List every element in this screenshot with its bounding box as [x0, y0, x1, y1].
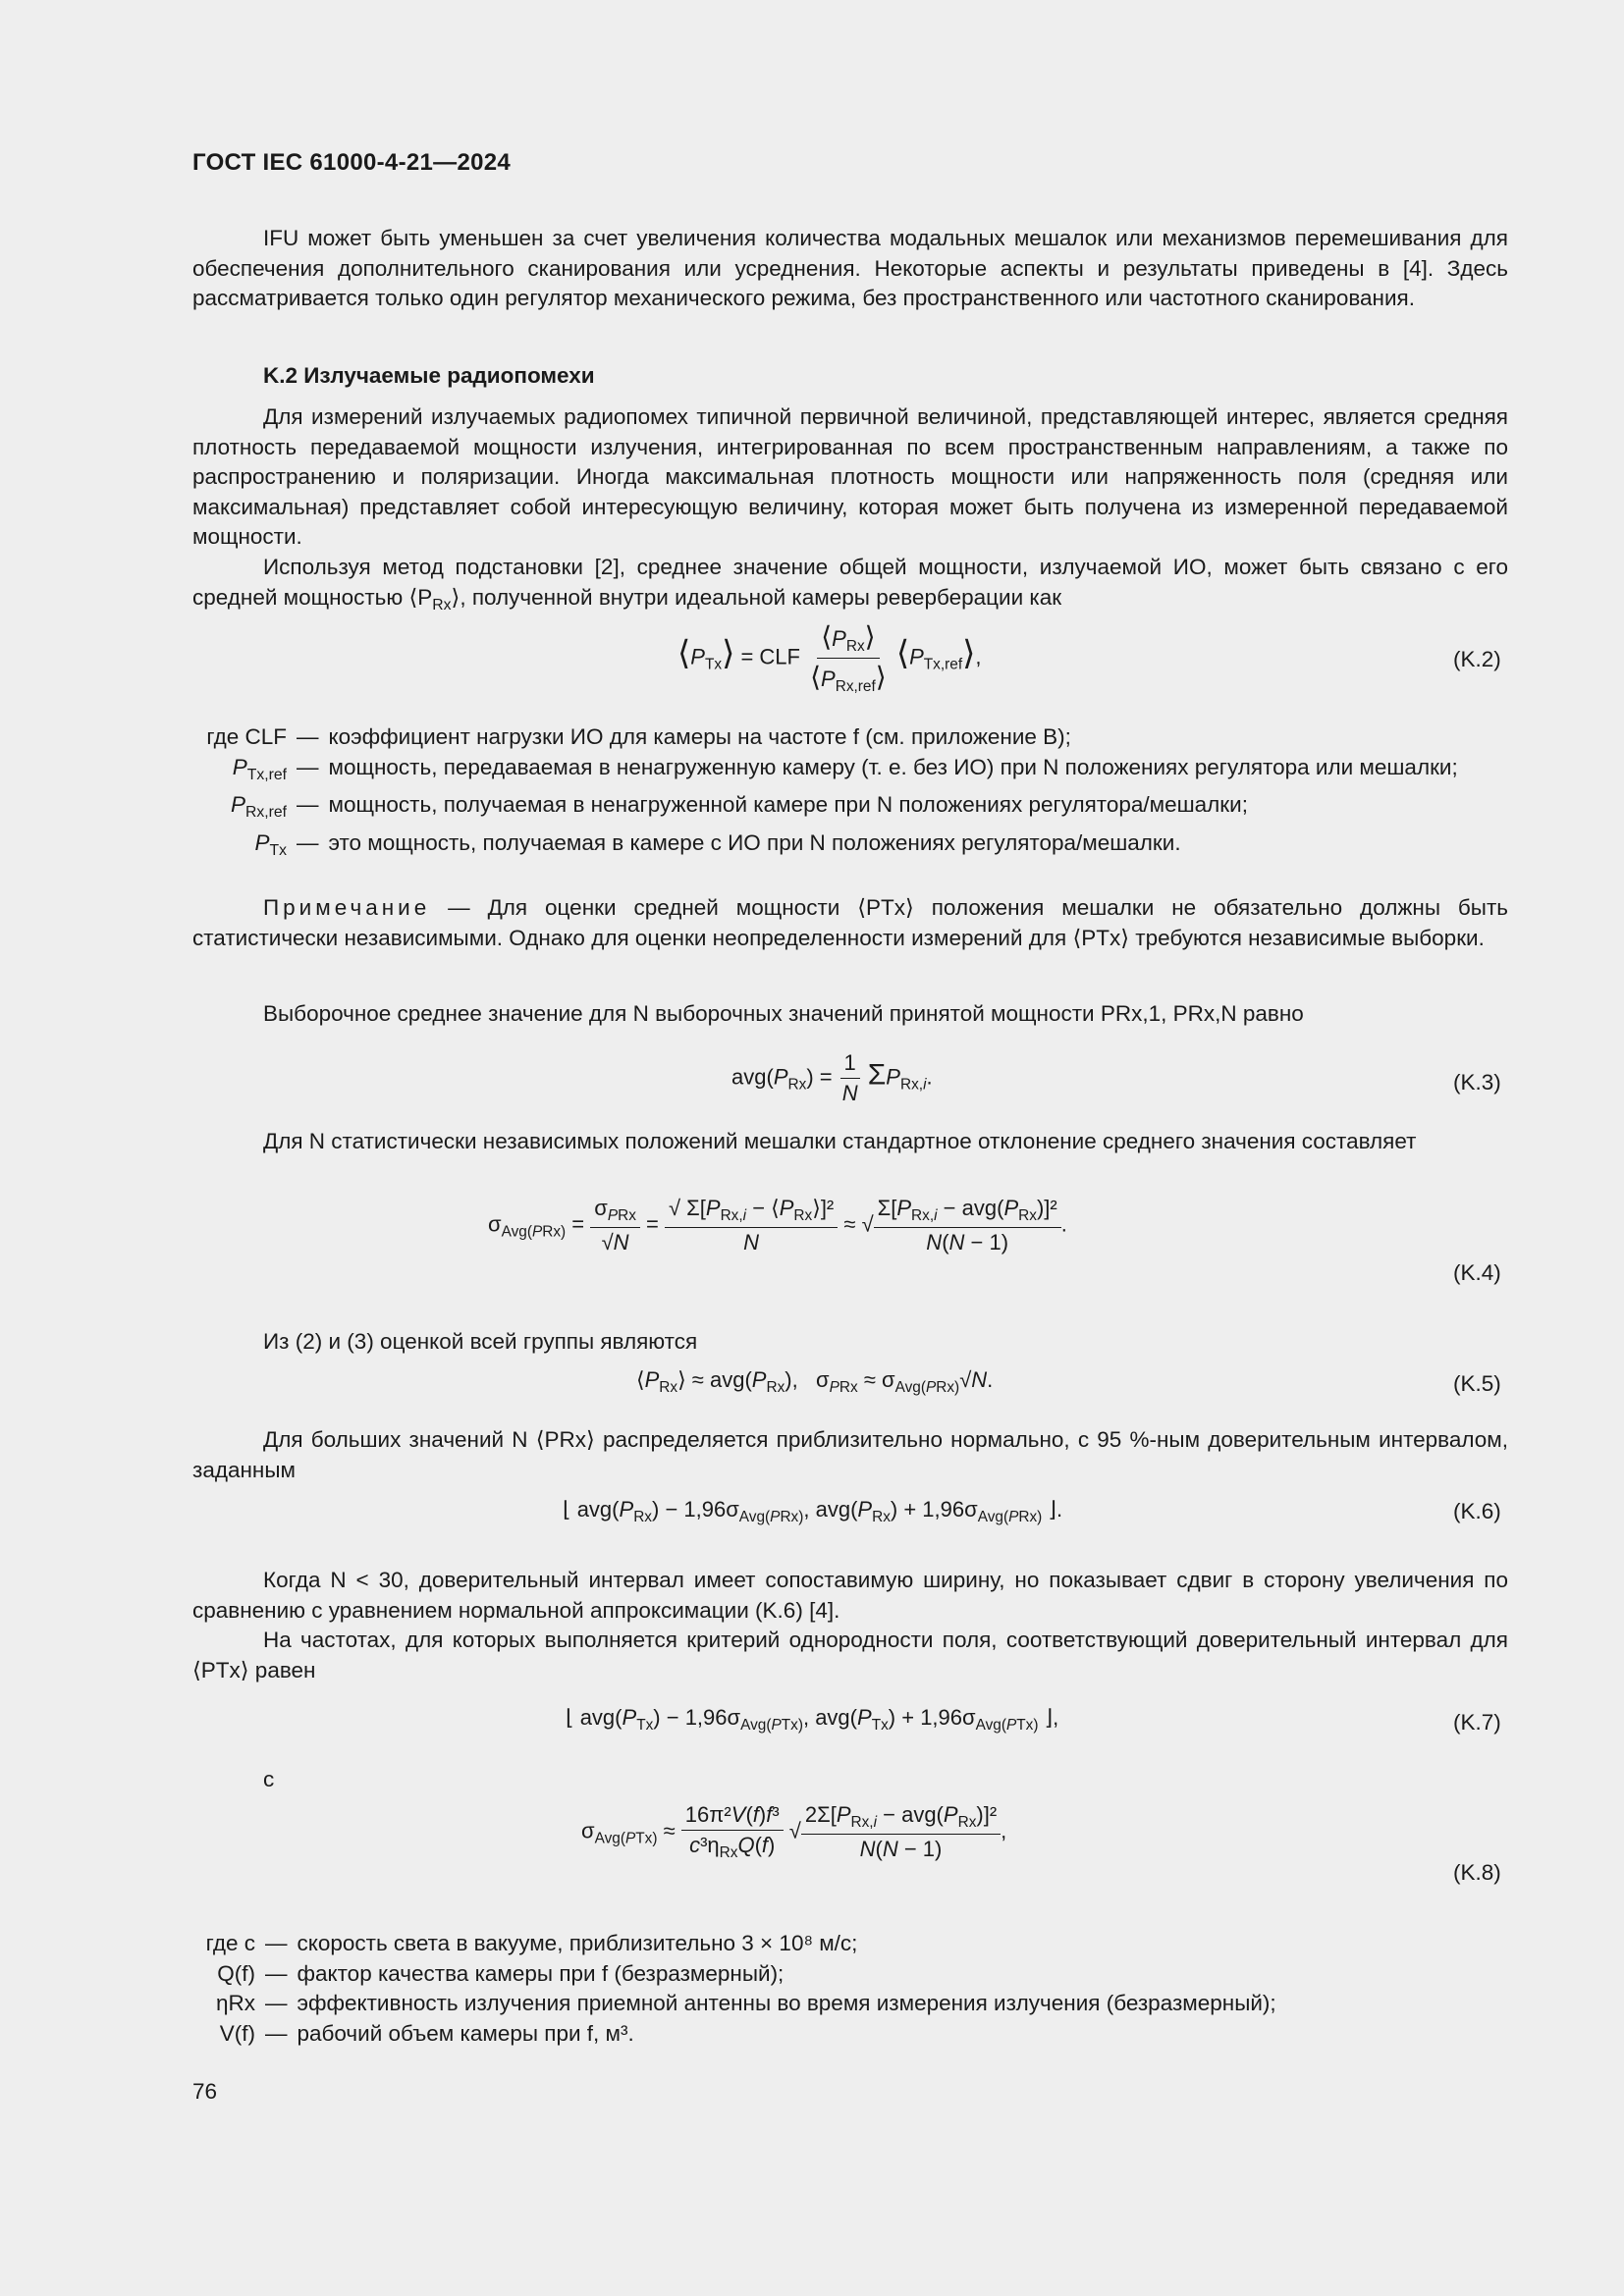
paragraph-radiated: Для измерений излучаемых радиопомех типичной первичной величиной, представляющей интерес, является средняя плотность передаваемой мощности излучения, интегрированная по всем пространственным направлениям, а также по распространению и поляризации. Иногда максимальная плотность мощности или напряженность поля (средняя или максимальная) представляет собой интересующую величину, которая может быть получена из измеренной передаваемой мощности. [192, 404, 1508, 549]
page-number: 76 [192, 2079, 218, 2104]
paragraph-uniformity: На частотах, для которых выполняется критерий однородности поля, соответствующий доверительный интервал для ⟨PTx⟩ равен [192, 1628, 1508, 1682]
equation-k2: $⟨P_{Tx}⟩$ = CLF $\frac{⟨P_{Rx}⟩}{⟨P_{Rx,ref}⟩}$ $⟨P_{Tx,ref}⟩$, [677, 621, 982, 695]
equation-number-k3: (K.3) [1453, 1070, 1501, 1095]
definition-row-c: где c — скорость света в вакууме, приблизительно 3 × 10⁸ м/с; [205, 1931, 858, 1955]
equation-number-k6: (K.6) [1453, 1499, 1501, 1523]
paragraph-ifu: IFU может быть уменьшен за счет увеличения количества модальных мешалок или механизмов перемешивания для обеспечения дополнительного сканирования или усреднения. Некоторые аспекты и результаты приведены в [4]. Здесь рассматривается только один регулятор механического режима, без пространственного или частотного сканирования. [192, 226, 1508, 310]
definition-row-eta: ηRx — эффективность излучения приемной антенны во время измерения излучения (безразмерный); [215, 1991, 1276, 2015]
note-paragraph: Примечание — Для оценки средней мощности ⟨PTx⟩ положения мешалки не обязательно должны быть статистически независимыми. Однако для оценки неопределенности измерений для ⟨PTx⟩ требуются независимые выборки. [192, 895, 1508, 950]
equation-k8: $\sigma_{Avg(PTx)}$ ≈ $\frac{\text{16π²V(f)f³}}{c^3\eta_{Rx}Q(f)}$ √ $\frac{2\Sigma[P_{Rx,i} - avg(P_{Rx})]^2}{N(N - 1)}$ , [581, 1802, 1007, 1861]
definition-row-q: Q(f) — фактор качества камеры при f (безразмерный); [217, 1960, 785, 1986]
equation-number-k5: (K.5) [1453, 1371, 1501, 1396]
equation-number-k2: (K.2) [1453, 647, 1501, 671]
equation-number-k8: (K.8) [1453, 1860, 1501, 1885]
paragraph-group-estimate: Из (2) и (3) оценкой всей группы являются [263, 1329, 698, 1354]
equation-k6: ⌊ $avg(P_{Rx}) - 1,96\sigma_{Avg(PRx)}$, $avg(P_{Rx}) + 1,96\sigma_{Avg(PRx)}$ ⌋. [563, 1497, 1063, 1525]
equation-k3: $avg(P_{Rx})$ = $\frac{1}{N}$ $\Sigma P_{Rx,i}$. [731, 1050, 933, 1105]
equation-k7: ⌊ $avg(P_{Tx}) - 1,96\sigma_{Avg(PTx)}$, $avg(P_{Tx}) + 1,96\sigma_{Avg(PTx)}$ ⌋, [566, 1705, 1059, 1734]
definition-row-prx-ref: $P_{Rx,ref}$ — мощность, получаемая в ненагруженной камере при N положениях регулятора/мешалки; [230, 792, 1248, 821]
paragraph-substitution: Используя метод подстановки [2], среднее значение общей мощности, излучаемой ИО, может быть связано с его средней мощностью $⟨P_{Rx}⟩$, полученной внутри идеальной камеры реверберации как [192, 555, 1508, 614]
equation-number-k7: (K.7) [1453, 1710, 1501, 1735]
paragraph-small-n: Когда N < 30, доверительный интервал имеет сопоставимую ширину, но показывает сдвиг в сторону увеличения по сравнению с уравнением нормальной аппроксимации (K.6) [4]. [192, 1568, 1508, 1623]
section-heading: K.2 Излучаемые радиопомехи [263, 363, 595, 388]
definition-row-v: V(f) — рабочий объем камеры при f, м³. [219, 2020, 634, 2046]
definitions-k2 [192, 722, 1596, 866]
equation-k5: $⟨P_{Rx}⟩ \approx avg(P_{Rx})$, $\sigma_{PRx} \approx \sigma_{Avg(PRx)}√N$. [636, 1367, 994, 1396]
document-header: ГОСТ IEC 61000-4-21—2024 [192, 149, 512, 176]
paragraph-sample-mean: Выборочное среднее значение для N выборочных значений принятой мощности PRx,1, PRx,N равно [263, 1001, 1304, 1026]
definition-row-ptx: $P_{Tx}$ — это мощность, получаемая в камере с ИО при N положениях регулятора/мешалки. [254, 829, 1181, 859]
equation-k4: $\sigma_{Avg(PRx)}$ = $\frac{\sigma_{PRx}}{√N}$ = $\frac{√ \Sigma[P_{Rx,i} - ⟨P_{Rx}⟩]^2}{N}$ ≈ √ $\frac{\Sigma[P_{Rx,i} - avg(P_{Rx})]^2}{N(N - 1)}$ . [488, 1196, 1067, 1255]
definitions-k8 [192, 1929, 1564, 2049]
paragraph-with: с [263, 1767, 275, 1791]
equation-number-k4: (K.4) [1453, 1260, 1501, 1285]
paragraph-std-dev: Для N статистически независимых положений мешалки стандартное отклонение среднего значения составляет [263, 1129, 1417, 1153]
definition-row-ptx-ref: $P_{Tx,ref}$ — мощность, передаваемая в ненагруженную камеру (т. е. без ИО) при N положениях регулятора или мешалки; [232, 754, 1458, 783]
paragraph-large-n: Для больших значений N ⟨PRx⟩ распределяется приблизительно нормально, с 95 %-ным доверительным интервалом, заданным [192, 1427, 1508, 1482]
definition-row-clf: где CLF — коэффициент нагрузки ИО для камеры на частоте f (см. приложение В); [206, 724, 1071, 749]
